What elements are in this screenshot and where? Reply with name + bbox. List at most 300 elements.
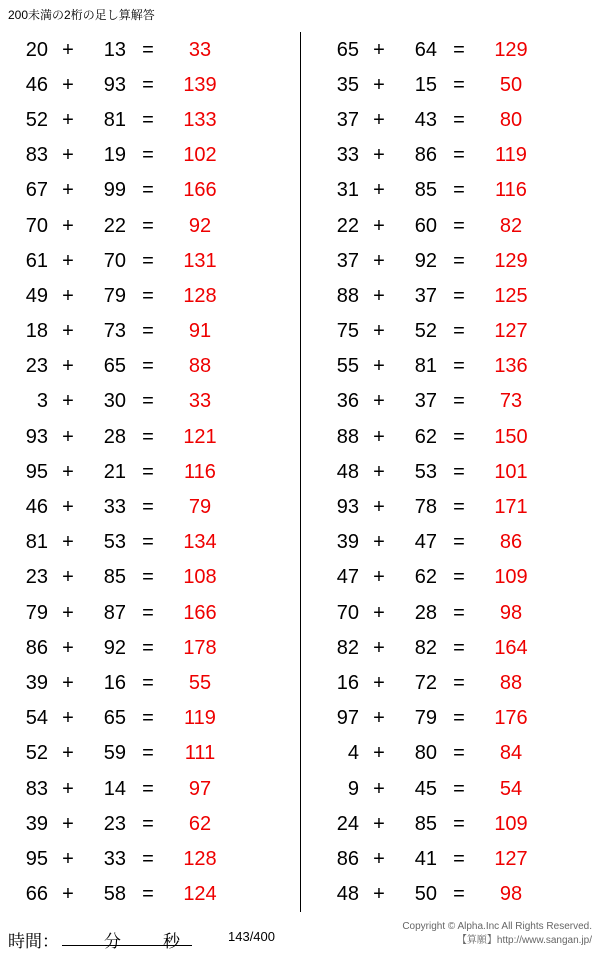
operand-a: 37 [336, 108, 359, 131]
operand-b: 87 [103, 601, 126, 624]
equals-sign: = [142, 460, 154, 483]
plus-sign: + [62, 777, 74, 800]
problem-row [10, 173, 300, 208]
plus-sign: + [62, 73, 74, 96]
operand-b: 81 [103, 108, 126, 131]
plus-sign: + [373, 636, 385, 659]
operand-b: 79 [414, 707, 437, 730]
plus-sign: + [373, 144, 385, 167]
answer-value: 109 [494, 812, 528, 835]
problem-row [10, 454, 300, 489]
plus-sign: + [373, 566, 385, 589]
equals-sign: = [453, 883, 465, 906]
equals-sign: = [142, 320, 154, 343]
plus-sign: + [62, 320, 74, 343]
plus-sign: + [62, 460, 74, 483]
plus-sign: + [62, 144, 74, 167]
operand-b: 28 [103, 425, 126, 448]
plus-sign: + [62, 883, 74, 906]
plus-sign: + [373, 742, 385, 765]
problem-row [10, 489, 300, 524]
problem-row [321, 665, 600, 700]
equals-sign: = [142, 531, 154, 554]
problem-row [10, 32, 300, 67]
equals-sign: = [453, 108, 465, 131]
operand-b: 41 [414, 847, 437, 870]
operand-a: 66 [25, 883, 48, 906]
plus-sign: + [373, 38, 385, 61]
problem-row [10, 877, 300, 912]
answer-value: 127 [494, 847, 528, 870]
plus-sign: + [373, 355, 385, 378]
equals-sign: = [142, 38, 154, 61]
operand-b: 33 [103, 496, 126, 519]
plus-sign: + [62, 742, 74, 765]
operand-b: 53 [103, 531, 126, 554]
operand-a: 82 [336, 636, 359, 659]
problem-row [321, 419, 600, 454]
operand-b: 64 [414, 38, 437, 61]
operand-b: 92 [103, 636, 126, 659]
operand-b: 43 [414, 108, 437, 131]
operand-a: 67 [25, 179, 48, 202]
plus-sign: + [373, 425, 385, 448]
operand-b: 85 [414, 812, 437, 835]
operand-a: 79 [25, 601, 48, 624]
problem-row [321, 67, 600, 102]
operand-b: 13 [103, 38, 126, 61]
copyright-line-1: Copyright © Alpha.Inc All Rights Reserved. [402, 921, 592, 932]
plus-sign: + [373, 284, 385, 307]
answer-value: 97 [188, 777, 212, 800]
answer-value: 109 [494, 566, 528, 589]
plus-sign: + [373, 179, 385, 202]
equals-sign: = [453, 214, 465, 237]
problem-row [321, 701, 600, 736]
plus-sign: + [373, 671, 385, 694]
operand-a: 37 [336, 249, 359, 272]
operand-b: 70 [103, 249, 126, 272]
equals-sign: = [453, 847, 465, 870]
copyright-notice [402, 920, 592, 948]
answer-value: 33 [188, 390, 212, 413]
operand-a: 9 [347, 777, 359, 800]
problem-row [10, 701, 300, 736]
operand-a: 46 [25, 73, 48, 96]
equals-sign: = [142, 73, 154, 96]
problem-row [321, 525, 600, 560]
answer-value: 129 [494, 249, 528, 272]
plus-sign: + [62, 531, 74, 554]
answer-value: 176 [494, 707, 528, 730]
plus-sign: + [62, 847, 74, 870]
equals-sign: = [142, 812, 154, 835]
plus-sign: + [62, 671, 74, 694]
equals-sign: = [142, 601, 154, 624]
problem-column-left [0, 32, 300, 912]
operand-b: 15 [414, 73, 437, 96]
problem-row [321, 138, 600, 173]
answer-value: 54 [499, 777, 523, 800]
plus-sign: + [373, 214, 385, 237]
answer-value: 124 [183, 883, 217, 906]
answer-value: 164 [494, 636, 528, 659]
plus-sign: + [62, 355, 74, 378]
problem-row [10, 138, 300, 173]
page-title: 200未満の2桁の足し算解答 [8, 8, 155, 22]
operand-b: 47 [414, 531, 437, 554]
plus-sign: + [62, 707, 74, 730]
plus-sign: + [62, 496, 74, 519]
plus-sign: + [373, 460, 385, 483]
operand-a: 39 [25, 812, 48, 835]
equals-sign: = [453, 320, 465, 343]
operand-a: 46 [25, 496, 48, 519]
problem-row [321, 630, 600, 665]
equals-sign: = [142, 566, 154, 589]
problem-row [10, 841, 300, 876]
equals-sign: = [453, 390, 465, 413]
operand-b: 16 [103, 671, 126, 694]
answer-value: 88 [499, 671, 523, 694]
plus-sign: + [373, 390, 385, 413]
operand-a: 39 [336, 531, 359, 554]
problem-row [321, 384, 600, 419]
equals-sign: = [142, 179, 154, 202]
time-label: 時間： [8, 932, 59, 951]
operand-a: 36 [336, 390, 359, 413]
equals-sign: = [142, 249, 154, 272]
operand-a: 23 [25, 355, 48, 378]
problem-row [10, 384, 300, 419]
answer-value: 166 [183, 179, 217, 202]
answer-value: 80 [499, 108, 523, 131]
operand-a: 20 [25, 38, 48, 61]
operand-b: 23 [103, 812, 126, 835]
operand-a: 22 [336, 214, 359, 237]
answer-value: 116 [184, 460, 216, 483]
plus-sign: + [62, 179, 74, 202]
operand-a: 88 [336, 284, 359, 307]
plus-sign: + [373, 320, 385, 343]
equals-sign: = [142, 425, 154, 448]
plus-sign: + [373, 777, 385, 800]
problem-row [321, 243, 600, 278]
operand-b: 65 [103, 355, 126, 378]
answer-value: 178 [183, 636, 217, 659]
operand-b: 85 [103, 566, 126, 589]
problem-row [10, 349, 300, 384]
answer-value: 101 [494, 460, 528, 483]
equals-sign: = [453, 707, 465, 730]
answer-value: 102 [183, 144, 217, 167]
operand-b: 60 [414, 214, 437, 237]
operand-b: 37 [414, 390, 437, 413]
equals-sign: = [453, 777, 465, 800]
problem-row [321, 560, 600, 595]
operand-a: 86 [25, 636, 48, 659]
plus-sign: + [373, 73, 385, 96]
operand-b: 78 [414, 496, 437, 519]
operand-a: 4 [347, 742, 359, 765]
plus-sign: + [373, 883, 385, 906]
answer-value: 73 [499, 390, 523, 413]
operand-b: 86 [414, 144, 437, 167]
problem-row [10, 102, 300, 137]
operand-b: 62 [414, 425, 437, 448]
operand-a: 70 [336, 601, 359, 624]
plus-sign: + [373, 108, 385, 131]
answer-value: 98 [499, 601, 523, 624]
answer-value: 139 [183, 73, 217, 96]
problem-row [10, 771, 300, 806]
operand-a: 33 [336, 144, 359, 167]
problem-row [10, 525, 300, 560]
operand-b: 28 [414, 601, 437, 624]
answer-value: 111 [184, 742, 216, 765]
equals-sign: = [453, 144, 465, 167]
equals-sign: = [142, 496, 154, 519]
operand-a: 83 [25, 144, 48, 167]
operand-b: 50 [414, 883, 437, 906]
operand-a: 39 [25, 671, 48, 694]
answer-value: 119 [184, 707, 216, 730]
operand-a: 23 [25, 566, 48, 589]
operand-a: 3 [36, 390, 48, 413]
plus-sign: + [373, 249, 385, 272]
operand-a: 95 [25, 847, 48, 870]
answer-value: 116 [495, 179, 527, 202]
plus-sign: + [62, 284, 74, 307]
problem-row [321, 806, 600, 841]
problem-row [321, 278, 600, 313]
operand-a: 93 [25, 425, 48, 448]
problem-column-right [300, 32, 600, 912]
copyright-line-2: 【算願】http://www.sangan.jp/ [456, 935, 592, 946]
answer-value: 119 [495, 144, 527, 167]
operand-b: 37 [414, 284, 437, 307]
plus-sign: + [373, 707, 385, 730]
equals-sign: = [453, 284, 465, 307]
operand-a: 65 [336, 38, 359, 61]
operand-a: 24 [336, 812, 359, 835]
equals-sign: = [142, 847, 154, 870]
problem-row [10, 67, 300, 102]
minutes-unit-label: 分 [104, 932, 121, 951]
equals-sign: = [142, 777, 154, 800]
equals-sign: = [453, 496, 465, 519]
operand-a: 31 [336, 179, 359, 202]
problem-row [10, 278, 300, 313]
operand-a: 75 [336, 320, 359, 343]
plus-sign: + [373, 496, 385, 519]
operand-b: 52 [414, 320, 437, 343]
plus-sign: + [62, 108, 74, 131]
equals-sign: = [453, 671, 465, 694]
problem-row [321, 208, 600, 243]
plus-sign: + [62, 636, 74, 659]
problem-row [321, 489, 600, 524]
answer-value: 129 [494, 38, 528, 61]
operand-a: 88 [336, 425, 359, 448]
problem-row [10, 208, 300, 243]
answer-value: 86 [499, 531, 523, 554]
answer-value: 127 [494, 320, 528, 343]
operand-a: 54 [25, 707, 48, 730]
problem-row [10, 630, 300, 665]
equals-sign: = [142, 707, 154, 730]
operand-b: 85 [414, 179, 437, 202]
operand-a: 86 [336, 847, 359, 870]
problem-row [321, 32, 600, 67]
equals-sign: = [453, 425, 465, 448]
answer-value: 108 [183, 566, 217, 589]
equals-sign: = [453, 73, 465, 96]
operand-b: 53 [414, 460, 437, 483]
operand-b: 30 [103, 390, 126, 413]
equals-sign: = [453, 355, 465, 378]
equals-sign: = [453, 249, 465, 272]
operand-a: 83 [25, 777, 48, 800]
equals-sign: = [142, 355, 154, 378]
equals-sign: = [453, 38, 465, 61]
equals-sign: = [453, 531, 465, 554]
operand-a: 52 [25, 108, 48, 131]
plus-sign: + [62, 214, 74, 237]
operand-a: 97 [336, 707, 359, 730]
answer-value: 92 [188, 214, 212, 237]
problem-row [321, 595, 600, 630]
plus-sign: + [62, 601, 74, 624]
answer-value: 128 [183, 847, 217, 870]
operand-b: 92 [414, 249, 437, 272]
operand-b: 65 [103, 707, 126, 730]
answer-value: 134 [183, 531, 217, 554]
plus-sign: + [373, 847, 385, 870]
answer-value: 50 [499, 73, 523, 96]
operand-a: 93 [336, 496, 359, 519]
problem-row [10, 419, 300, 454]
plus-sign: + [62, 38, 74, 61]
operand-a: 48 [336, 883, 359, 906]
answer-value: 91 [188, 320, 212, 343]
page-footer [0, 915, 600, 957]
problem-row [10, 595, 300, 630]
operand-a: 18 [25, 320, 48, 343]
problem-row [321, 736, 600, 771]
problem-row [321, 841, 600, 876]
problem-row [10, 314, 300, 349]
operand-b: 99 [103, 179, 126, 202]
operand-a: 52 [25, 742, 48, 765]
answer-value: 150 [494, 425, 528, 448]
operand-b: 14 [103, 777, 126, 800]
operand-a: 35 [336, 73, 359, 96]
operand-a: 95 [25, 460, 48, 483]
operand-a: 61 [25, 249, 48, 272]
equals-sign: = [142, 214, 154, 237]
operand-b: 58 [103, 883, 126, 906]
equals-sign: = [142, 883, 154, 906]
plus-sign: + [373, 531, 385, 554]
problem-row [321, 454, 600, 489]
equals-sign: = [142, 284, 154, 307]
equals-sign: = [453, 601, 465, 624]
problem-row [10, 560, 300, 595]
answer-value: 98 [499, 883, 523, 906]
answer-value: 171 [494, 496, 528, 519]
problem-row [10, 736, 300, 771]
operand-b: 79 [103, 284, 126, 307]
operand-b: 72 [414, 671, 437, 694]
equals-sign: = [453, 179, 465, 202]
problem-row [321, 173, 600, 208]
answer-value: 55 [188, 671, 212, 694]
problem-row [321, 102, 600, 137]
answer-value: 121 [183, 425, 217, 448]
operand-b: 73 [103, 320, 126, 343]
plus-sign: + [373, 812, 385, 835]
answer-value: 84 [499, 742, 523, 765]
answer-value: 88 [188, 355, 212, 378]
problem-row [10, 243, 300, 278]
operand-a: 70 [25, 214, 48, 237]
operand-a: 16 [336, 671, 359, 694]
operand-b: 82 [414, 636, 437, 659]
operand-a: 55 [336, 355, 359, 378]
operand-b: 80 [414, 742, 437, 765]
answer-value: 133 [183, 108, 217, 131]
operand-a: 81 [25, 531, 48, 554]
operand-b: 21 [103, 460, 126, 483]
problem-row [321, 314, 600, 349]
operand-b: 45 [414, 777, 437, 800]
plus-sign: + [62, 249, 74, 272]
operand-b: 22 [103, 214, 126, 237]
seconds-unit-label: 秒 [163, 932, 180, 951]
equals-sign: = [453, 566, 465, 589]
answer-value: 79 [188, 496, 212, 519]
operand-b: 62 [414, 566, 437, 589]
operand-b: 59 [103, 742, 126, 765]
plus-sign: + [62, 812, 74, 835]
operand-b: 93 [103, 73, 126, 96]
operand-b: 33 [103, 847, 126, 870]
equals-sign: = [142, 390, 154, 413]
answer-value: 136 [494, 355, 528, 378]
operand-a: 47 [336, 566, 359, 589]
problem-row [10, 665, 300, 700]
problem-row [321, 349, 600, 384]
equals-sign: = [142, 144, 154, 167]
answer-value: 166 [183, 601, 217, 624]
answer-value: 131 [183, 249, 217, 272]
plus-sign: + [62, 425, 74, 448]
problem-row [10, 806, 300, 841]
operand-b: 19 [103, 144, 126, 167]
operand-a: 49 [25, 284, 48, 307]
equals-sign: = [453, 742, 465, 765]
problem-columns [0, 32, 600, 912]
equals-sign: = [142, 636, 154, 659]
equals-sign: = [453, 812, 465, 835]
operand-a: 48 [336, 460, 359, 483]
operand-b: 81 [414, 355, 437, 378]
equals-sign: = [453, 460, 465, 483]
problem-row [321, 877, 600, 912]
answer-value: 82 [499, 214, 523, 237]
plus-sign: + [373, 601, 385, 624]
